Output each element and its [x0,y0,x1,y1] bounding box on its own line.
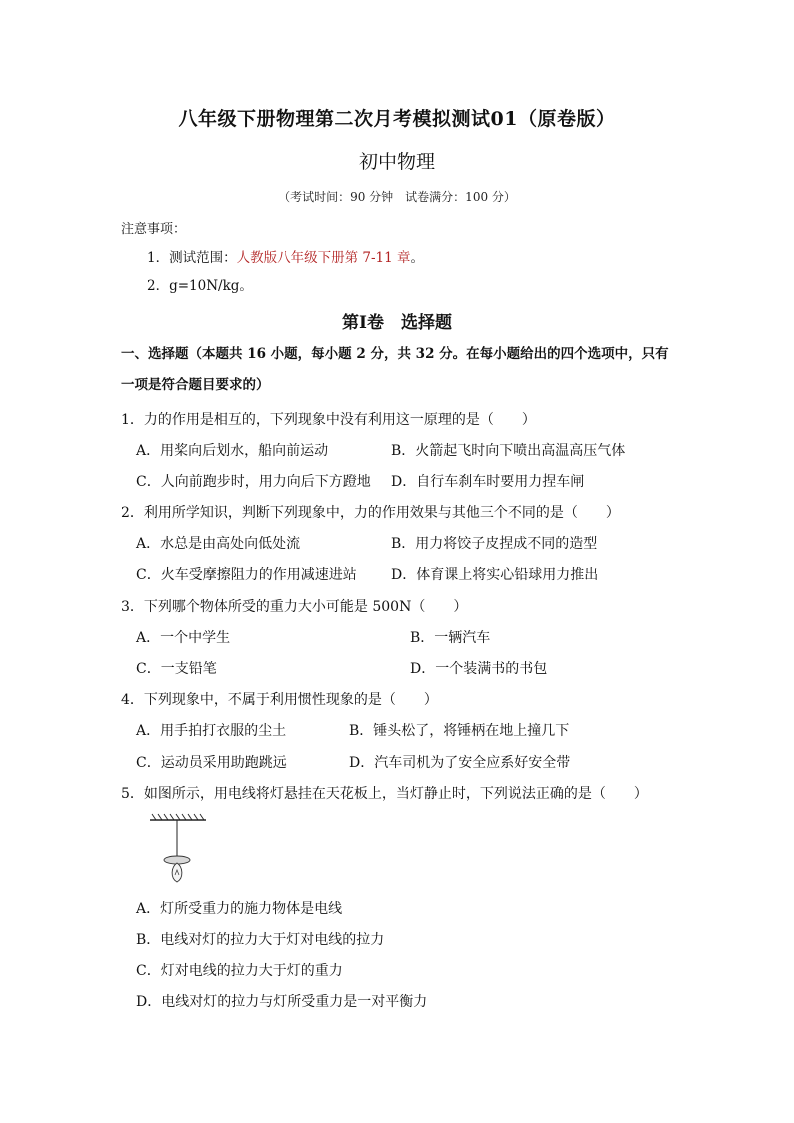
question-4-option-b[interactable]: B．锤头松了，将锤柄在地上撞几下 [349,723,570,739]
section-heading: 一、选择题（本题共 16 小题，每小题 2 分，共 32 分。在每小题给出的四个选项中，只有一项是符合题目要求的） [121,346,669,393]
question-5-option-b[interactable]: B．电线对灯的拉力大于灯对电线的拉力 [136,932,385,948]
hanging-lamp-figure [148,812,208,890]
question-5-option-c[interactable]: C．灯对电线的拉力大于灯的重力 [136,963,343,979]
note-item-1-scope: 人教版八年级下册第 7-11 章 [236,250,411,266]
note-item-1 [147,246,424,266]
question-1-option-b[interactable]: B．火箭起飞时向下喷出高温高压气体 [391,443,626,459]
question-4-stem: 4．下列现象中，不属于利用惯性现象的是（ ） [121,692,438,708]
note-item-1-prefix: 1．测试范围： [147,250,237,266]
question-2-stem: 2．利用所学知识，判断下列现象中，力的作用效果与其他三个不同的是（ ） [121,505,620,521]
question-3-option-b[interactable]: B．一辆汽车 [410,630,491,646]
question-1-option-c[interactable]: C．人向前跑步时，用力向后下方蹬地 [136,474,371,490]
ceiling-hatch [150,814,206,820]
part-title: 第Ⅰ卷 选择题 [342,313,452,333]
notes-heading: 注意事项： [121,222,187,237]
question-5-option-a[interactable]: A．灯所受重力的施力物体是电线 [136,901,343,917]
question-2-option-d[interactable]: D．体育课上将实心铅球用力推出 [391,567,599,583]
document-subtitle: 初中物理 [358,151,435,173]
question-3-option-d[interactable]: D．一个装满书的书包 [410,661,548,677]
question-2-option-b[interactable]: B．用力将饺子皮捏成不同的造型 [391,536,598,552]
question-4-option-a[interactable]: A．用手拍打衣服的尘土 [136,723,287,739]
question-2-option-c[interactable]: C．火车受摩擦阻力的作用减速进站 [136,567,357,583]
question-3-option-a[interactable]: A．一个中学生 [136,630,231,646]
question-4-option-c[interactable]: C．运动员采用助跑跳远 [136,755,287,771]
question-1-option-d[interactable]: D．自行车刹车时要用力捏车闸 [391,474,585,490]
light-bulb-icon [172,863,182,882]
question-3-option-c[interactable]: C．一支铅笔 [136,661,217,677]
question-3-stem: 3．下列哪个物体所受的重力大小可能是 500N（ ） [121,599,468,615]
question-1-option-a[interactable]: A．用桨向后划水，船向前运动 [136,443,329,459]
note-item-1-suffix: 。 [410,250,425,266]
exam-meta: （考试时间：90 分钟 试卷满分：100 分） [278,190,516,204]
document-title: 八年级下册物理第二次月考模拟测试01（原卷版） [178,108,616,130]
question-5-stem: 5．如图所示，用电线将灯悬挂在天花板上，当灯静止时，下列说法正确的是（ ） [121,786,648,802]
question-4-option-d[interactable]: D．汽车司机为了安全应系好安全带 [349,755,571,771]
question-1-stem: 1．力的作用是相互的，下列现象中没有利用这一原理的是（ ） [121,412,536,428]
question-2-option-a[interactable]: A．水总是由高处向低处流 [136,536,301,552]
question-5-option-d[interactable]: D．电线对灯的拉力与灯所受重力是一对平衡力 [136,994,428,1010]
note-item-2: 2．g=10N/kg。 [147,278,253,294]
